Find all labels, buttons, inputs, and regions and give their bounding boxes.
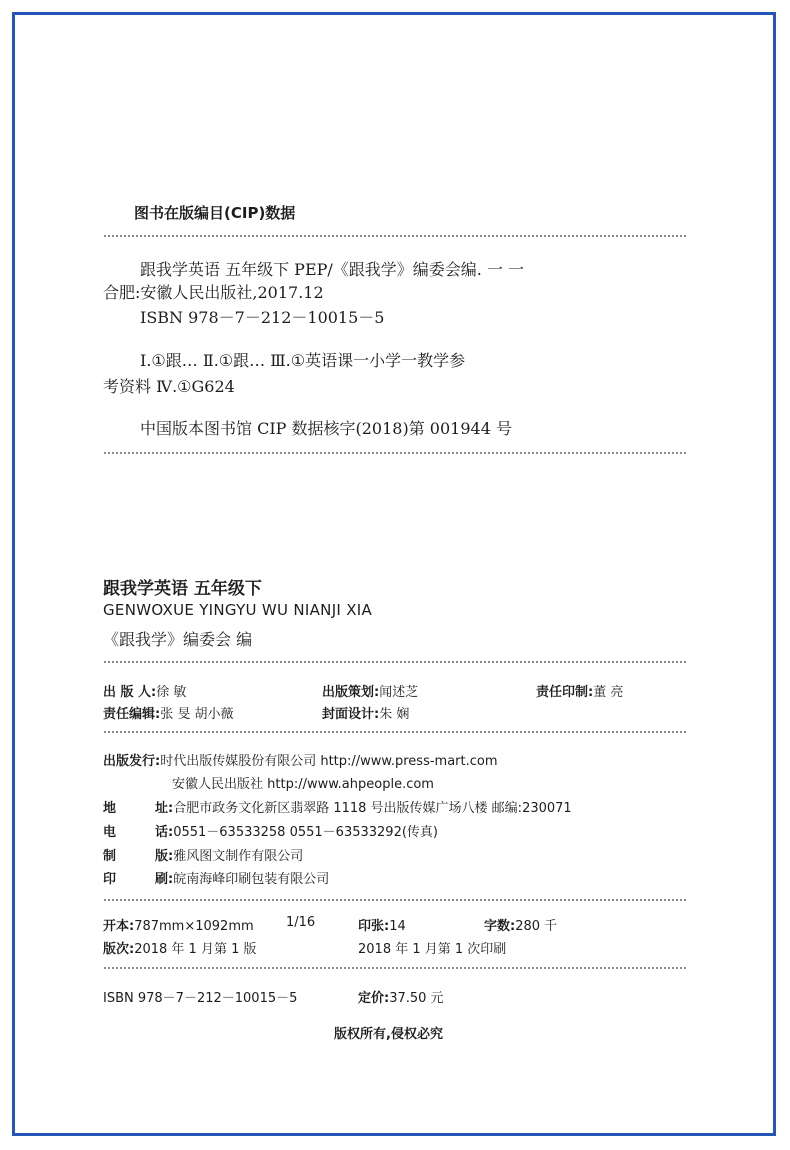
distribution-row bbox=[103, 750, 498, 769]
cover-design-label: 封面设计: bbox=[322, 707, 380, 722]
phone-value: 0551－63533258 0551－63533292(传真) bbox=[173, 825, 438, 840]
planner-label: 出版策划: bbox=[322, 685, 380, 700]
plate-making-value: 雅风图文制作有限公司 bbox=[173, 849, 304, 864]
address-label-b: 址: bbox=[155, 801, 174, 816]
editor-row bbox=[103, 703, 233, 722]
divider bbox=[104, 967, 686, 969]
printing-date: 2018 年 1 月第 1 次印刷 bbox=[358, 942, 507, 957]
editor-value: 张 旻 胡小薇 bbox=[160, 707, 234, 722]
sheets-label: 印张: bbox=[358, 919, 390, 934]
address-label-a: 地 bbox=[103, 801, 117, 816]
print-editor-value: 董 亮 bbox=[593, 685, 624, 700]
phone-label-b: 话: bbox=[155, 825, 174, 840]
cip-record-number: 中国版本图书馆 CIP 数据核字(2018)第 001944 号 bbox=[140, 419, 512, 438]
edition-label: 版次: bbox=[103, 942, 135, 957]
plate-making-row bbox=[103, 845, 303, 864]
publisher-row bbox=[103, 681, 186, 700]
divider bbox=[104, 661, 686, 663]
cip-line-2: 合肥:安徽人民出版社,2017.12 bbox=[103, 283, 324, 302]
book-pinyin: GENWOXUE YINGYU WU NIANJI XIA bbox=[103, 601, 373, 619]
words-label: 字数: bbox=[484, 919, 516, 934]
cover-design-row bbox=[322, 703, 409, 722]
words-value: 280 千 bbox=[515, 919, 558, 934]
book-author: 《跟我学》编委会 编 bbox=[103, 630, 253, 649]
edition-value: 2018 年 1 月第 1 版 bbox=[134, 942, 257, 957]
printing-label-a: 印 bbox=[103, 872, 117, 887]
sheets-value: 14 bbox=[389, 919, 406, 934]
format-label: 开本: bbox=[103, 919, 135, 934]
cip-line-1: 跟我学英语 五年级下 PEP/《跟我学》编委会编. 一 一 bbox=[140, 260, 525, 279]
words-row bbox=[484, 915, 557, 934]
address-row bbox=[103, 797, 572, 816]
print-editor-row bbox=[536, 681, 623, 700]
distribution-line-1: 时代出版传媒股份有限公司 http://www.press-mart.com bbox=[160, 754, 498, 769]
format-row bbox=[103, 915, 254, 934]
cip-classification-1: Ⅰ.①跟… Ⅱ.①跟… Ⅲ.①英语课一小学一教学参 bbox=[140, 351, 466, 370]
price-value: 37.50 元 bbox=[389, 991, 444, 1006]
format-fraction: 1/16 bbox=[286, 915, 316, 930]
cover-design-value: 朱 娴 bbox=[379, 707, 410, 722]
publisher-value: 徐 敏 bbox=[156, 685, 187, 700]
cip-isbn: ISBN 978－7－212－10015－5 bbox=[140, 308, 385, 327]
printing-value: 皖南海峰印刷包装有限公司 bbox=[173, 872, 330, 887]
plate-making-label-b: 版: bbox=[155, 849, 174, 864]
edition-row bbox=[103, 938, 257, 957]
price-row bbox=[358, 987, 444, 1006]
phone-row bbox=[103, 821, 438, 840]
cip-classification-2: 考资料 Ⅳ.①G624 bbox=[103, 377, 235, 396]
divider bbox=[104, 235, 686, 237]
divider bbox=[104, 899, 686, 901]
print-editor-label: 责任印制: bbox=[536, 685, 594, 700]
footer-isbn: ISBN 978－7－212－10015－5 bbox=[103, 991, 298, 1006]
copyright-notice: 版权所有,侵权必究 bbox=[334, 1027, 443, 1042]
publisher-label: 出 版 人: bbox=[103, 685, 157, 700]
sheets-row bbox=[358, 915, 406, 934]
plate-making-label-a: 制 bbox=[103, 849, 117, 864]
book-title: 跟我学英语 五年级下 bbox=[103, 579, 262, 599]
printing-row bbox=[103, 868, 329, 887]
printing-label-b: 刷: bbox=[155, 872, 174, 887]
divider bbox=[104, 731, 686, 733]
cip-heading: 图书在版编目(CIP)数据 bbox=[134, 204, 296, 222]
phone-label-a: 电 bbox=[103, 825, 117, 840]
planner-value: 闻述芝 bbox=[379, 685, 419, 700]
editor-label: 责任编辑: bbox=[103, 707, 161, 722]
planner-row bbox=[322, 681, 418, 700]
distribution-line-2: 安徽人民出版社 http://www.ahpeople.com bbox=[172, 777, 434, 792]
distribution-label: 出版发行: bbox=[103, 754, 161, 769]
format-value: 787mm×1092mm bbox=[134, 919, 254, 934]
price-label: 定价: bbox=[358, 991, 390, 1006]
divider bbox=[104, 452, 686, 454]
address-value: 合肥市政务文化新区翡翠路 1118 号出版传媒广场八楼 邮编:230071 bbox=[173, 801, 572, 816]
